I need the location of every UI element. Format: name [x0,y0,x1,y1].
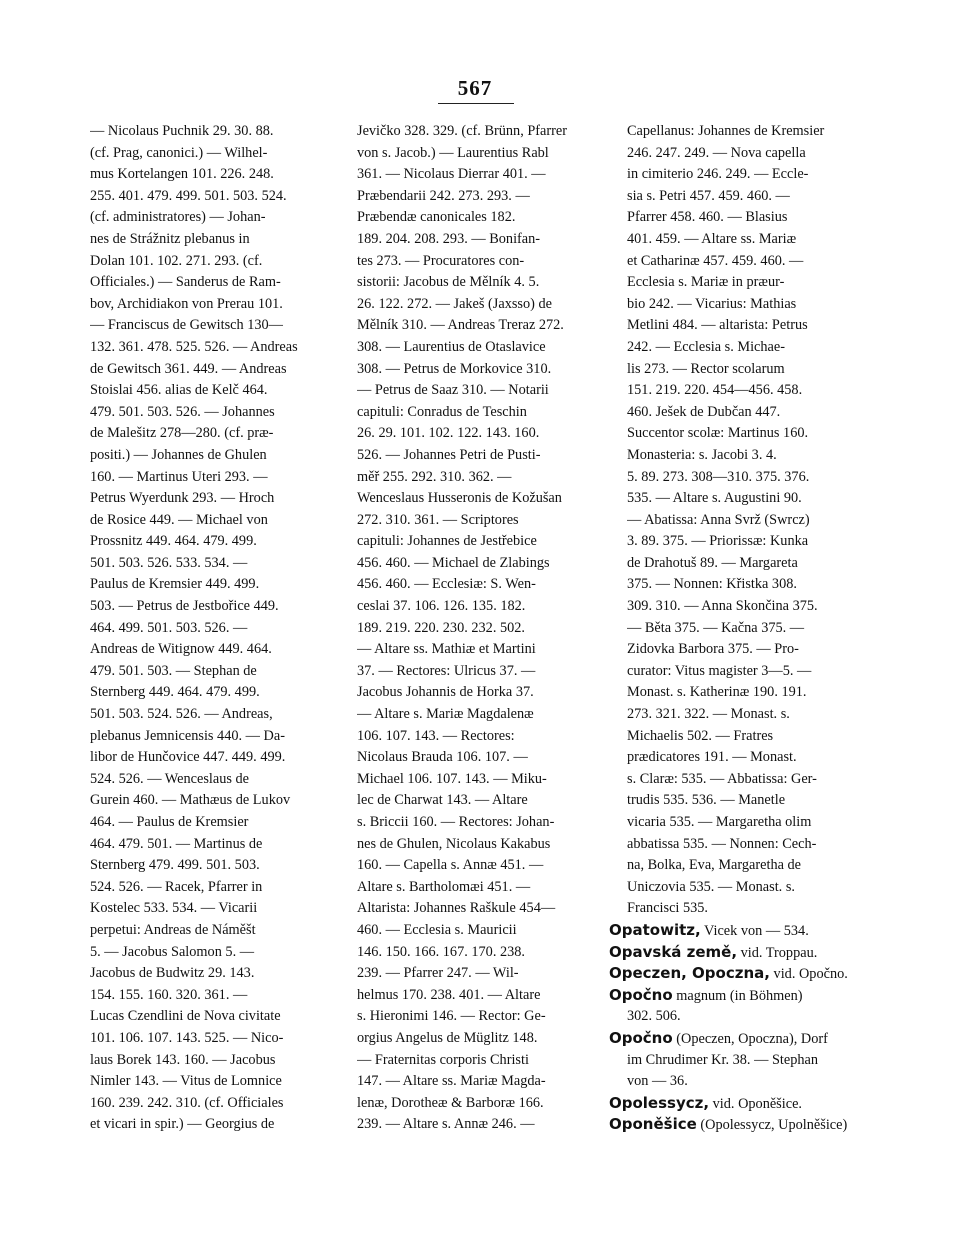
text-line: 132. 361. 478. 525. 526. — Andreas [90,338,298,355]
text-line: Monasteria: s. Jacobi 3. 4. [627,446,777,463]
text-line: et vicari in spir.) — Georgius de [90,1116,275,1133]
entry-continuation-line: von — 36. [627,1073,688,1090]
text-line: 524. 526. — Wenceslaus de [90,770,249,787]
entry-headword: Opočno [609,985,673,1004]
text-line: Altarista: Johannes Raškule 454— [357,900,556,917]
text-line: s. Claræ: 535. — Abbatissa: Ger- [627,770,817,787]
text-line: Monast. s. Katherinæ 190. 191. [627,684,807,701]
text-line: 308. — Petrus de Morkovice 310. [357,360,552,377]
entry-first-line [609,920,869,942]
page-number: 567 [457,76,493,100]
page-number-rule [438,103,514,104]
text-line: 255. 401. 479. 499. 501. 503. 524. [90,187,287,204]
entry-text: (Opeczen, Opoczna), Dorf [672,1030,828,1047]
text-line: Nimler 143. — Vitus de Lomnice [90,1073,282,1090]
entry-first-line [609,963,869,985]
text-line: 239. — Pfarrer 247. — Wil- [357,965,519,982]
index-entry [609,942,869,964]
text-line: 239. — Altare s. Annæ 246. — [357,1116,535,1133]
text-line: 524. 526. — Racek, Pfarrer in [90,878,263,895]
entry-headword: Opočno [609,1028,673,1047]
text-line: tes 273. — Procuratores con- [357,252,525,269]
text-line: 26. 122. 272. — Jakeš (Jaxsso) de [357,295,552,312]
text-line: Michael 106. 107. 143. — Miku- [357,770,547,787]
text-line: Officiales.) — Sanderus de Ram- [90,274,281,291]
text-line: de Rosice 449. — Michael von [90,511,268,528]
text-line: 160. 239. 242. 310. (cf. Officiales [90,1094,284,1111]
text-line: Altare s. Bartholomæi 451. — [357,878,531,895]
text-line: 3. 89. 375. — Priorissæ: Kunka [627,533,809,550]
text-line: 479. 501. 503. 526. — Johannes [90,403,275,420]
text-line: 160. — Capella s. Annæ 451. — [357,857,544,874]
text-line: 464. — Paulus de Kremsier [90,814,249,830]
text-line: 5. 89. 273. 308—310. 375. 376. [627,468,810,485]
text-line: 26. 29. 101. 102. 122. 143. 160. [357,425,540,442]
text-line: — Nicolaus Puchnik 29. 30. 88. [90,123,274,139]
text-line: Gurein 460. — Mathæus de Lukov [90,792,291,809]
text-line: de Gewitsch 361. 449. — Andreas [90,360,287,377]
text-line: Succentor scolæ: Martinus 160. [627,425,809,442]
text-line: et Catharinæ 457. 459. 460. — [627,252,804,269]
text-line: — Abatissa: Anna Svrž (Swrcz) [627,511,810,528]
text-line: s. Briccii 160. — Rectores: Johan- [357,814,555,830]
text-line: 246. 247. 249. — Nova capella [627,144,806,161]
text-line: orgius Angelus de Müglitz 148. [357,1029,538,1046]
text-line: s. Hieronimi 146. — Rector: Ge- [357,1008,546,1025]
index-entry [609,985,869,1028]
entry-text: (Opolessycz, Upolněšice) [696,1117,848,1134]
text-line: Sternberg 449. 464. 479. 499. [90,684,260,701]
text-line: Francisci 535. [627,900,708,917]
text-line: Pfarrer 458. 460. — Blasius [627,209,788,226]
text-line: Stoislai 456. alias de Kelč 464. [90,382,268,399]
text-line: 501. 503. 526. 533. 534. — [90,554,248,571]
text-line: sistorii: Jacobus de Mělník 4. 5. [357,274,540,291]
entry-text: vid. Oponěšice. [709,1095,802,1112]
text-line: 460. Ješek de Dubčan 447. [627,403,781,420]
text-line: libor de Hunčovice 447. 449. 499. [90,749,286,766]
text-line: (cf. Prag, canonici.) — Wilhel- [90,144,268,161]
text-line: Jevičko 328. 329. (cf. Brünn, Pfarrer [357,123,568,139]
text-line: nes de Ghulen, Nicolaus Kakabus [357,835,551,852]
text-line: bov, Archidiakon von Prerau 101. [90,295,283,312]
entry-headword: Oponěšice [609,1115,697,1134]
text-line: měř 255. 292. 310. 362. — [357,468,512,485]
index-entry [609,1028,869,1093]
text-line: Metlini 484. — altarista: Petrus [627,317,808,334]
text-line: 464. 479. 501. — Martinus de [90,835,263,852]
text-line: 526. — Johannes Petri de Pusti- [357,446,541,463]
text-line: (cf. administratores) — Johan- [90,209,266,226]
entry-headword: Opatowitz, [609,920,701,939]
text-line: Wenceslaus Husseronis de Kožušan [357,490,562,507]
text-line: prædicatores 191. — Monast. [627,749,797,766]
text-line: — Fraternitas corporis Christi [357,1051,529,1068]
entry-first-line [609,1028,869,1050]
text-line: Nicolaus Brauda 106. 107. — [357,749,528,766]
text-line: plebanus Jemnicensis 440. — Da- [90,727,285,744]
text-line: Ecclesia s. Mariæ in præur- [627,274,785,291]
text-line: Paulus de Kremsier 449. 499. [90,576,260,593]
text-line: mus Kortelangen 101. 226. 248. [90,166,274,183]
text-line: 189. 204. 208. 293. — Bonifan- [357,230,541,247]
text-line: Præbendarii 242. 273. 293. — [357,187,530,204]
text-line: Mělník 310. — Andreas Treraz 272. [357,317,564,334]
text-line: 151. 219. 220. 454—456. 458. [627,382,803,399]
text-line: 401. 459. — Altare ss. Mariæ [627,230,797,247]
text-line: de Malešitz 278—280. (cf. præ- [90,425,274,442]
text-line: helmus 170. 238. 401. — Altare [357,986,541,1003]
text-line: 147. — Altare ss. Mariæ Magda- [357,1073,546,1090]
text-line: 308. — Laurentius de Otaslavice [357,338,546,355]
index-entry [609,920,869,942]
text-line: Zidovka Barbora 375. — Pro- [627,641,799,658]
text-line: lec de Charwat 143. — Altare [357,792,528,809]
text-line: Capellanus: Johannes de Kremsier [627,123,825,139]
entry-first-line [609,985,869,1007]
entry-text: vid. Opočno. [769,966,848,983]
text-line: 460. — Ecclesia s. Mauricii [357,921,517,938]
text-line: positi.) — Johannes de Ghulen [90,446,267,463]
text-line: abbatissa 535. — Nonnen: Cech- [627,835,817,852]
entry-headword: Opolessycz, [609,1093,710,1112]
text-line: trudis 535. 536. — Manetle [627,792,786,809]
text-line: ceslai 37. 106. 126. 135. 182. [357,598,526,615]
text-line: 309. 310. — Anna Skončina 375. [627,598,818,615]
entry-text: Vicek von — 534. [700,922,809,939]
text-line: Michaelis 502. — Fratres [627,727,774,744]
entry-text: magnum (in Böhmen) [672,987,803,1004]
text-line: perpetui: Andreas de Náměšt [90,921,256,938]
index-entry [609,963,869,985]
text-line: 273. 321. 322. — Monast. s. [627,706,790,723]
text-line: Jacobus Johannis de Horka 37. [357,684,534,701]
right-column [609,121,869,1136]
text-line: Andreas de Witignow 449. 464. [90,641,272,658]
text-line: 106. 107. 143. — Rectores: [357,727,515,744]
entry-headword: Opavská země, [609,942,738,961]
text-line: 37. — Rectores: Ulricus 37. — [357,662,536,679]
text-line: sia s. Petri 457. 459. 460. — [627,187,790,204]
text-line: 160. — Martinus Uteri 293. — [90,468,268,485]
text-line: — Altare s. Mariæ Magdalenæ [357,706,534,723]
text-line: in cimiterio 246. 249. — Eccle- [627,166,809,183]
text-line: 101. 106. 107. 143. 525. — Nico- [90,1029,284,1046]
text-line: Dolan 101. 102. 271. 293. (cf. [90,252,263,269]
text-line: Lucas Czendlini de Nova civitate [90,1008,281,1025]
text-line: Sternberg 479. 499. 501. 503. [90,857,260,874]
text-line: 456. 460. — Michael de Zlabings [357,554,550,571]
text-line: 154. 155. 160. 320. 361. — [90,986,248,1003]
text-line: 361. — Nicolaus Dierrar 401. — [357,166,546,183]
index-entry [609,1114,869,1136]
text-line: Petrus Wyerdunk 293. — Hroch [90,490,275,507]
text-line: Prossnitz 449. 464. 479. 499. [90,533,257,550]
text-line: Uniczovia 535. — Monast. s. [627,878,795,895]
entry-continuation-line: im Chrudimer Kr. 38. — Stephan [627,1051,819,1068]
text-line: — Franciscus de Gewitsch 130— [90,317,283,334]
text-line: 464. 499. 501. 503. 526. — [90,619,248,636]
text-line: lis 273. — Rector scolarum [627,360,785,377]
text-line: — Běta 375. — Kačna 375. — [627,619,805,636]
text-line: 503. — Petrus de Jestbořice 449. [90,598,279,615]
text-line: — Altare ss. Mathiæ et Martini [357,641,536,658]
text-line: 456. 460. — Ecclesiæ: S. Wen- [357,576,536,593]
entry-continuation-line: 302. 506. [627,1008,681,1025]
text-line: 501. 503. 524. 526. — Andreas, [90,706,273,723]
left-column [90,121,330,1136]
text-line: 375. — Nonnen: Křistka 308. [627,576,797,593]
text-line: vicaria 535. — Margaretha olim [627,814,812,830]
entry-first-line [609,1114,869,1136]
text-line: 189. 219. 220. 230. 232. 502. [357,619,525,636]
text-line: laus Borek 143. 160. — Jacobus [90,1051,276,1068]
text-line: Jacobus de Budwitz 29. 143. [90,965,255,982]
text-line: — Petrus de Saaz 310. — Notarii [357,382,549,399]
entry-first-line [609,942,869,964]
entry-first-line [609,1093,869,1115]
text-line: 5. — Jacobus Salomon 5. — [90,943,255,960]
index-entry [609,1093,869,1115]
text-line: 535. — Altare s. Augustini 90. [627,490,802,507]
text-line: Præbendæ canonicales 182. [357,209,516,226]
text-line: na, Bolka, Eva, Margaretha de [627,857,802,874]
middle-column [357,121,599,1136]
text-line: capituli: Conradus de Teschin [357,403,527,420]
text-line: nes de Strážnitz plebanus in [90,230,250,247]
entry-headword: Opeczen, Opoczna, [609,964,770,983]
text-line: Kostelec 533. 534. — Vicarii [90,900,258,917]
text-line: de Drahotuš 89. — Margareta [627,554,798,571]
text-line: 272. 310. 361. — Scriptores [357,511,519,528]
text-line: capituli: Johannes de Jestřebice [357,533,537,550]
entry-text: vid. Troppau. [737,944,818,961]
text-line: lenæ, Dorotheæ & Barboræ 166. [357,1094,544,1111]
text-line: 479. 501. 503. — Stephan de [90,662,257,679]
text-line: bio 242. — Vicarius: Mathias [627,295,797,312]
text-line: 242. — Ecclesia s. Michae- [627,338,786,355]
text-line: curator: Vitus magister 3—5. — [627,662,812,679]
text-line: 146. 150. 166. 167. 170. 238. [357,943,525,960]
text-line: von s. Jacob.) — Laurentius Rabl [357,144,549,161]
